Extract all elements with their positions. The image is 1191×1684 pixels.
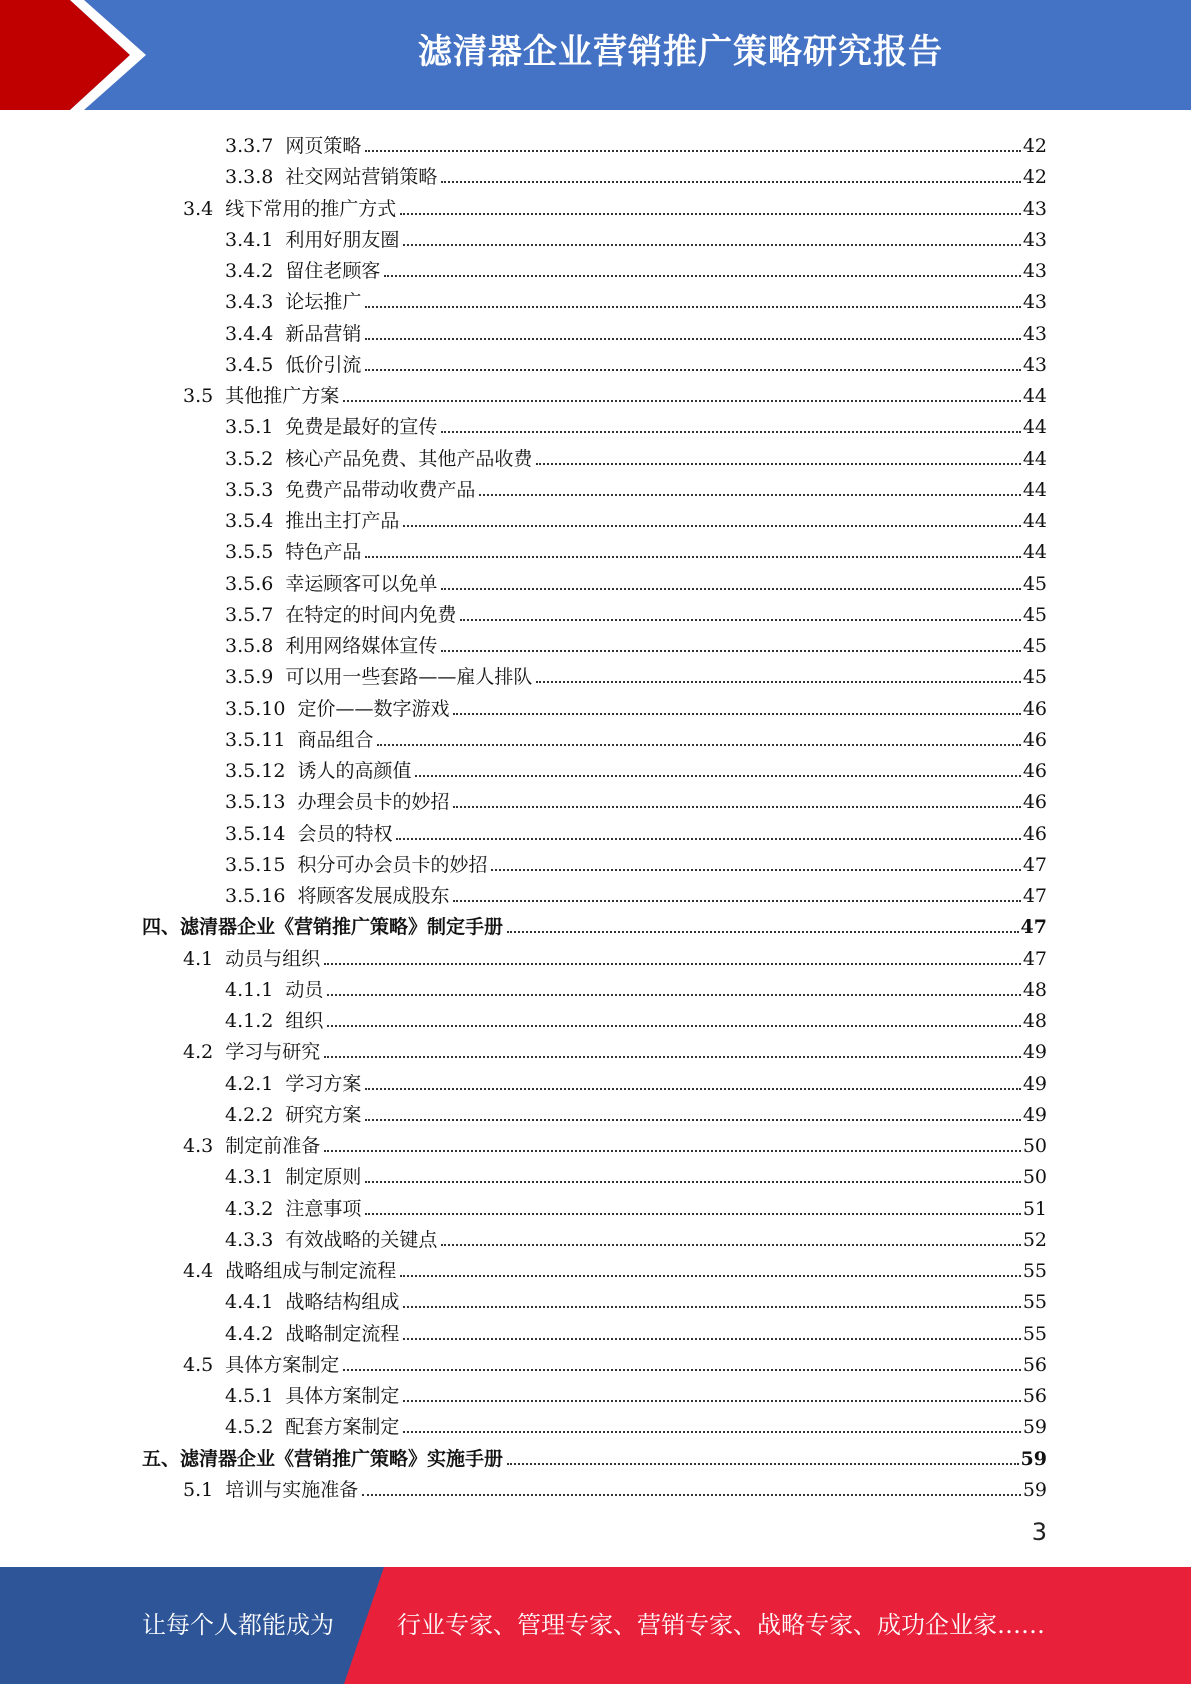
- toc-entry[interactable]: [225, 346, 1047, 377]
- toc-entry-label: 有效战略的关键点: [285, 1228, 438, 1251]
- toc-entry-title: [183, 1478, 358, 1502]
- toc-entry[interactable]: [225, 658, 1047, 689]
- toc-entry-title: [225, 228, 399, 252]
- toc-entry-number: 4.2: [183, 1041, 214, 1064]
- toc-entry-number: 4.5.2: [225, 1416, 274, 1439]
- toc-entry-number: 3.5.7: [225, 603, 274, 626]
- toc-entry-page: 46: [1022, 791, 1047, 814]
- toc-entry-title: [225, 134, 361, 158]
- toc-entry-label: 动员与组织: [225, 947, 321, 970]
- toc-entry-label: 具体方案制定: [225, 1353, 340, 1376]
- toc-entry-label: 新品营销: [285, 322, 362, 345]
- toc-entry-title: [225, 759, 411, 783]
- toc-entry[interactable]: [225, 596, 1047, 627]
- toc-entry-page: 43: [1022, 353, 1047, 376]
- toc-entry-page: 44: [1022, 478, 1047, 501]
- toc-dot-leader: [365, 338, 1020, 340]
- toc-entry-number: 4.4.2: [225, 1322, 274, 1345]
- toc-entry-page: 43: [1022, 291, 1047, 314]
- toc-entry-title: [225, 478, 475, 502]
- toc-entry-title: [183, 197, 396, 221]
- toc-entry-page: 47: [1020, 916, 1047, 939]
- toc-entry[interactable]: [225, 1190, 1047, 1221]
- toc-entry-number: 3.5.1: [225, 416, 274, 439]
- toc-entry-label: 学习方案: [285, 1072, 362, 1095]
- toc-entry-number: 3.5.15: [225, 853, 286, 876]
- toc-entry[interactable]: [183, 940, 1047, 971]
- toc-entry-label: 低价引流: [285, 353, 362, 376]
- toc-dot-leader: [365, 1181, 1020, 1183]
- toc-entry-title: [225, 697, 449, 721]
- toc-entry-page: 49: [1022, 1041, 1047, 1064]
- toc-entry-page: 46: [1022, 822, 1047, 845]
- toc-dot-leader: [403, 525, 1020, 527]
- toc-entry-title: [183, 1134, 320, 1158]
- toc-entry-number: 5.1: [183, 1478, 214, 1501]
- toc-entry[interactable]: [225, 1065, 1047, 1096]
- toc-entry[interactable]: [142, 1440, 1047, 1471]
- toc-entry-label: 培训与实施准备: [225, 1478, 359, 1501]
- toc-entry-label: 论坛推广: [285, 291, 362, 314]
- toc-entry-title: [225, 1322, 399, 1346]
- toc-entry[interactable]: [225, 1408, 1047, 1439]
- toc-entry-number: 3.4: [183, 197, 214, 220]
- toc-entry[interactable]: [225, 408, 1047, 439]
- toc-dot-leader: [441, 588, 1020, 590]
- toc-entry-label: 制定前准备: [225, 1135, 321, 1157]
- toc-entry-label: 办理会员卡的妙招: [297, 791, 450, 814]
- toc-entry[interactable]: [225, 971, 1047, 1002]
- toc-entry-page: 52: [1022, 1228, 1047, 1251]
- toc-entry-number: 4.1: [183, 947, 214, 970]
- toc-dot-leader: [491, 869, 1020, 871]
- toc-entry-label: 其他推广方案: [225, 385, 340, 407]
- footer-slogan-right: 行业专家、管理专家、营销专家、战略专家、成功企业家……: [397, 1611, 1045, 1639]
- toc-entry-number: 3.5.16: [225, 885, 286, 907]
- toc-dot-leader: [536, 463, 1020, 465]
- toc-entry-title: [225, 1290, 399, 1314]
- toc-entry-page: 43: [1022, 322, 1047, 345]
- toc-entry-title: [225, 1384, 399, 1408]
- toc-dot-leader: [365, 369, 1020, 371]
- report-title: 滤清器企业营销推广策略研究报告: [418, 32, 943, 72]
- toc-entry[interactable]: [225, 1377, 1047, 1408]
- toc-entry-title: [225, 822, 392, 846]
- toc-entry-label: 利用好朋友圈: [285, 228, 400, 251]
- toc-entry-page: 45: [1022, 635, 1047, 657]
- toc-entry-page: 56: [1022, 1385, 1047, 1407]
- toc-entry[interactable]: [225, 315, 1047, 346]
- toc-entry-label: 特色产品: [285, 541, 362, 564]
- toc-entry-label: 社交网站营销策略: [285, 166, 438, 189]
- toc-dot-leader: [396, 838, 1020, 840]
- toc-entry-page: 47: [1022, 947, 1047, 970]
- toc-dot-leader: [441, 181, 1020, 183]
- toc-entry-label: 将顾客发展成股东: [297, 885, 450, 907]
- toc-entry[interactable]: [225, 815, 1047, 846]
- toc-entry-number: 4.1.1: [225, 978, 274, 1001]
- page-footer: [0, 1567, 1191, 1684]
- toc-entry[interactable]: [225, 877, 1047, 908]
- toc-entry-label: 注意事项: [285, 1197, 362, 1220]
- toc-entry[interactable]: [183, 377, 1047, 408]
- toc-entry-label: 诱人的高颜值: [297, 760, 412, 782]
- toc-entry-number: 3.5.13: [225, 791, 286, 814]
- toc-entry-page: 50: [1022, 1166, 1047, 1189]
- toc-entry-title: [225, 1072, 361, 1096]
- toc-entry[interactable]: [225, 1221, 1047, 1252]
- toc-entry-page: 44: [1022, 447, 1047, 470]
- toc-dot-leader: [441, 431, 1020, 433]
- toc-dot-leader: [324, 1150, 1021, 1152]
- toc-entry[interactable]: [225, 221, 1047, 252]
- toc-dot-leader: [453, 713, 1020, 715]
- toc-entry[interactable]: [225, 846, 1047, 877]
- toc-entry-page: 44: [1022, 510, 1047, 532]
- toc-entry-page: 49: [1022, 1072, 1047, 1095]
- toc-dot-leader: [403, 244, 1020, 246]
- toc-entry-page: 43: [1022, 228, 1047, 251]
- toc-entry-title: [183, 1259, 396, 1283]
- toc-dot-leader: [400, 213, 1021, 215]
- toc-entry-page: 47: [1022, 885, 1047, 907]
- toc-entry-title: [225, 1197, 361, 1221]
- toc-entry-page: 43: [1022, 260, 1047, 282]
- toc-entry-number: 4.3: [183, 1135, 214, 1157]
- toc-entry-number: 3.4.5: [225, 353, 274, 376]
- toc-entry[interactable]: [225, 627, 1047, 658]
- toc-entry[interactable]: [225, 783, 1047, 814]
- toc-entry[interactable]: [225, 440, 1047, 471]
- toc-entry[interactable]: [225, 502, 1047, 533]
- toc-entry-number: 3.5.12: [225, 760, 286, 782]
- toc-entry[interactable]: [183, 1252, 1047, 1283]
- toc-entry-page: 46: [1022, 728, 1047, 751]
- toc-entry-number: 4.3.2: [225, 1197, 274, 1220]
- toc-entry-page: 50: [1022, 1135, 1047, 1157]
- toc-entry-page: 55: [1022, 1291, 1047, 1314]
- toc-dot-leader: [365, 1213, 1020, 1215]
- toc-entry-page: 51: [1022, 1197, 1047, 1220]
- toc-entry-title: [225, 728, 373, 752]
- toc-dot-leader: [507, 1463, 1019, 1465]
- toc-entry-label: 战略结构组成: [285, 1291, 400, 1314]
- toc-entry[interactable]: [225, 1096, 1047, 1127]
- toc-entry-title: [225, 665, 532, 689]
- toc-entry-page: 43: [1022, 197, 1047, 220]
- toc-entry-page: 42: [1022, 166, 1047, 189]
- toc-dot-leader: [377, 744, 1020, 746]
- toc-entry[interactable]: [225, 565, 1047, 596]
- toc-entry-label: 定价——数字游戏: [297, 697, 450, 720]
- toc-entry-title: [225, 1165, 361, 1189]
- toc-entry-title: [183, 384, 339, 408]
- toc-entry-number: 4.2.1: [225, 1072, 274, 1095]
- toc-entry-title: [225, 259, 380, 283]
- toc-entry-label: 在特定的时间内免费: [285, 603, 457, 626]
- toc-dot-leader: [365, 1119, 1020, 1121]
- toc-entry-title: [142, 915, 503, 939]
- toc-entry-page: 44: [1022, 416, 1047, 439]
- toc-entry-title: [225, 1103, 361, 1127]
- toc-entry-number: 3.5.3: [225, 478, 274, 501]
- toc-entry-page: 59: [1022, 1478, 1047, 1501]
- toc-entry-number: 4.4.1: [225, 1291, 274, 1314]
- toc-entry[interactable]: [225, 1315, 1047, 1346]
- toc-entry-label: 网页策略: [285, 135, 362, 157]
- toc-entry-number: 3.3.7: [225, 135, 274, 157]
- toc-dot-leader: [365, 1088, 1020, 1090]
- toc-entry[interactable]: [225, 252, 1047, 283]
- toc-entry-title: [225, 978, 323, 1002]
- toc-entry-number: 3.5.2: [225, 447, 274, 470]
- toc-dot-leader: [460, 619, 1020, 621]
- page-number: 3: [1031, 1518, 1047, 1546]
- toc-entry[interactable]: [183, 1033, 1047, 1064]
- toc-entry-label: 推出主打产品: [285, 510, 400, 532]
- toc-entry[interactable]: [225, 1283, 1047, 1314]
- toc-entry-number: 3.4.2: [225, 260, 274, 282]
- toc-entry-page: 49: [1022, 1103, 1047, 1126]
- toc-entry-number: 3.5.8: [225, 635, 274, 657]
- toc-entry-label: 留住老顾客: [285, 260, 381, 282]
- toc-entry-page: 44: [1022, 385, 1047, 407]
- toc-entry-number: 3.5.9: [225, 666, 274, 689]
- toc-entry-title: [183, 947, 320, 971]
- toc-entry-title: [225, 572, 437, 596]
- toc-entry[interactable]: [183, 1471, 1047, 1502]
- toc-entry-page: 55: [1022, 1322, 1047, 1345]
- toc-entry-number: 4.5: [183, 1353, 214, 1376]
- toc-dot-leader: [400, 1275, 1021, 1277]
- toc-entry-page: 44: [1022, 541, 1047, 564]
- toc-entry-label: 五、滤清器企业《营销推广策略》实施手册: [142, 1447, 504, 1470]
- toc-dot-leader: [365, 150, 1020, 152]
- toc-dot-leader: [327, 994, 1020, 996]
- toc-entry-page: 55: [1022, 1260, 1047, 1282]
- toc-entry-number: 3.4.1: [225, 228, 274, 251]
- toc-dot-leader: [415, 775, 1020, 777]
- toc-dot-leader: [365, 556, 1020, 558]
- toc-entry[interactable]: [225, 1158, 1047, 1189]
- toc-dot-leader: [324, 1056, 1021, 1058]
- toc-entry-title: [225, 790, 449, 814]
- toc-entry-number: 4.3.3: [225, 1228, 274, 1251]
- toc-entry-number: 4.2.2: [225, 1103, 274, 1126]
- toc-entry-label: 免费是最好的宣传: [285, 416, 438, 439]
- header-arrow-decoration: [0, 0, 260, 110]
- toc-entry-label: 幸运顾客可以免单: [285, 572, 438, 595]
- toc-entry-title: [225, 1415, 399, 1439]
- toc-entry[interactable]: [225, 471, 1047, 502]
- toc-entry-label: 利用网络媒体宣传: [285, 635, 438, 657]
- page-header: [0, 0, 1191, 110]
- toc-entry-title: [225, 447, 532, 471]
- toc-dot-leader: [403, 1431, 1020, 1433]
- toc-entry-label: 积分可办会员卡的妙招: [297, 853, 488, 876]
- toc-entry[interactable]: [225, 721, 1047, 752]
- toc-entry-title: [225, 884, 449, 908]
- toc-dot-leader: [403, 1400, 1020, 1402]
- toc-dot-leader: [441, 1244, 1020, 1246]
- toc-entry-page: 48: [1022, 1010, 1047, 1032]
- toc-dot-leader: [403, 1338, 1020, 1340]
- toc-dot-leader: [343, 400, 1021, 402]
- toc-entry[interactable]: [183, 1127, 1047, 1158]
- toc-entry-number: 3.5.11: [225, 728, 286, 751]
- toc-entry-label: 线下常用的推广方式: [225, 197, 397, 220]
- toc-entry-page: 56: [1022, 1353, 1047, 1376]
- toc-entry-label: 制定原则: [285, 1166, 362, 1189]
- toc-entry-title: [225, 1009, 323, 1033]
- toc-entry-title: [225, 1228, 437, 1252]
- toc-entry-title: [225, 290, 361, 314]
- toc-dot-leader: [453, 900, 1020, 902]
- toc-dot-leader: [453, 806, 1020, 808]
- toc-entry-title: [225, 634, 437, 658]
- toc-dot-leader: [343, 1369, 1021, 1371]
- toc-entry-number: 3.5.6: [225, 572, 274, 595]
- toc-dot-leader: [384, 275, 1020, 277]
- toc-entry-page: 46: [1022, 760, 1047, 782]
- toc-entry[interactable]: [183, 190, 1047, 221]
- toc-entry-title: [225, 353, 361, 377]
- toc-entry-label: 组织: [285, 1010, 324, 1032]
- toc-entry-label: 会员的特权: [297, 822, 393, 845]
- toc-entry-page: 45: [1022, 603, 1047, 626]
- toc-dot-leader: [507, 931, 1019, 933]
- toc-entry-title: [225, 322, 361, 346]
- toc-dot-leader: [441, 650, 1020, 652]
- toc-entry[interactable]: [225, 283, 1047, 314]
- toc-entry-number: 3.5.14: [225, 822, 286, 845]
- toc-entry-label: 四、滤清器企业《营销推广策略》制定手册: [142, 916, 504, 939]
- toc-entry-page: 59: [1022, 1416, 1047, 1439]
- toc-entry-label: 战略制定流程: [285, 1322, 400, 1345]
- toc-entry-number: 3.5.5: [225, 541, 274, 564]
- toc-entry-label: 商品组合: [297, 728, 374, 751]
- toc-dot-leader: [327, 1025, 1020, 1027]
- toc-entry-title: [225, 603, 456, 627]
- toc-entry[interactable]: [183, 1346, 1047, 1377]
- toc-entry-number: 3.5.10: [225, 697, 286, 720]
- toc-entry[interactable]: [225, 158, 1047, 189]
- toc-entry-page: 42: [1022, 135, 1047, 157]
- toc-entry[interactable]: [225, 690, 1047, 721]
- toc-entry-page: 45: [1022, 666, 1047, 689]
- toc-entry-title: [225, 540, 361, 564]
- toc-entry-title: [225, 415, 437, 439]
- toc-entry-number: 4.4: [183, 1260, 214, 1282]
- toc-entry-label: 配套方案制定: [285, 1416, 400, 1439]
- toc-entry-number: 4.3.1: [225, 1166, 274, 1189]
- toc-entry-page: 46: [1022, 697, 1047, 720]
- toc-entry[interactable]: [142, 908, 1047, 939]
- toc-entry-label: 可以用一些套路——雇人排队: [285, 666, 533, 689]
- toc-entry-number: 3.5: [183, 385, 214, 407]
- toc-dot-leader: [365, 306, 1020, 308]
- toc-entry-number: 4.1.2: [225, 1010, 274, 1032]
- toc-dot-leader: [403, 1306, 1020, 1308]
- toc-dot-leader: [362, 1494, 1021, 1496]
- toc-entry[interactable]: [225, 533, 1047, 564]
- toc-entry-number: 3.3.8: [225, 166, 274, 189]
- toc-entry-page: 47: [1022, 853, 1047, 876]
- toc-entry-label: 研究方案: [285, 1103, 362, 1126]
- toc-entry-page: 45: [1022, 572, 1047, 595]
- toc-entry-label: 学习与研究: [225, 1041, 321, 1064]
- toc-entry-number: 3.5.4: [225, 510, 274, 532]
- toc-entry-page: 48: [1022, 978, 1047, 1001]
- toc-entry-label: 战略组成与制定流程: [225, 1260, 397, 1282]
- toc-entry-title: [225, 165, 437, 189]
- toc-entry-title: [225, 509, 399, 533]
- toc-entry-number: 4.5.1: [225, 1385, 274, 1407]
- toc-entry-title: [142, 1447, 503, 1471]
- toc-entry-title: [183, 1353, 339, 1377]
- toc-entry-label: 核心产品免费、其他产品收费: [285, 447, 533, 470]
- toc-dot-leader: [479, 494, 1020, 496]
- toc-entry[interactable]: [225, 127, 1047, 158]
- toc-entry[interactable]: [225, 752, 1047, 783]
- toc-entry-title: [183, 1040, 320, 1064]
- toc-entry-number: 3.4.3: [225, 291, 274, 314]
- toc-entry-page: 59: [1020, 1447, 1047, 1470]
- footer-slogan-left: 让每个人都能成为: [142, 1611, 334, 1639]
- toc-entry-title: [225, 853, 487, 877]
- toc-dot-leader: [536, 681, 1020, 683]
- toc-entry-label: 具体方案制定: [285, 1385, 400, 1407]
- toc-entry-label: 免费产品带动收费产品: [285, 478, 476, 501]
- toc-entry-label: 动员: [285, 978, 324, 1001]
- toc-entry[interactable]: [225, 1002, 1047, 1033]
- toc-dot-leader: [324, 963, 1021, 965]
- toc-entry-number: 3.4.4: [225, 322, 274, 345]
